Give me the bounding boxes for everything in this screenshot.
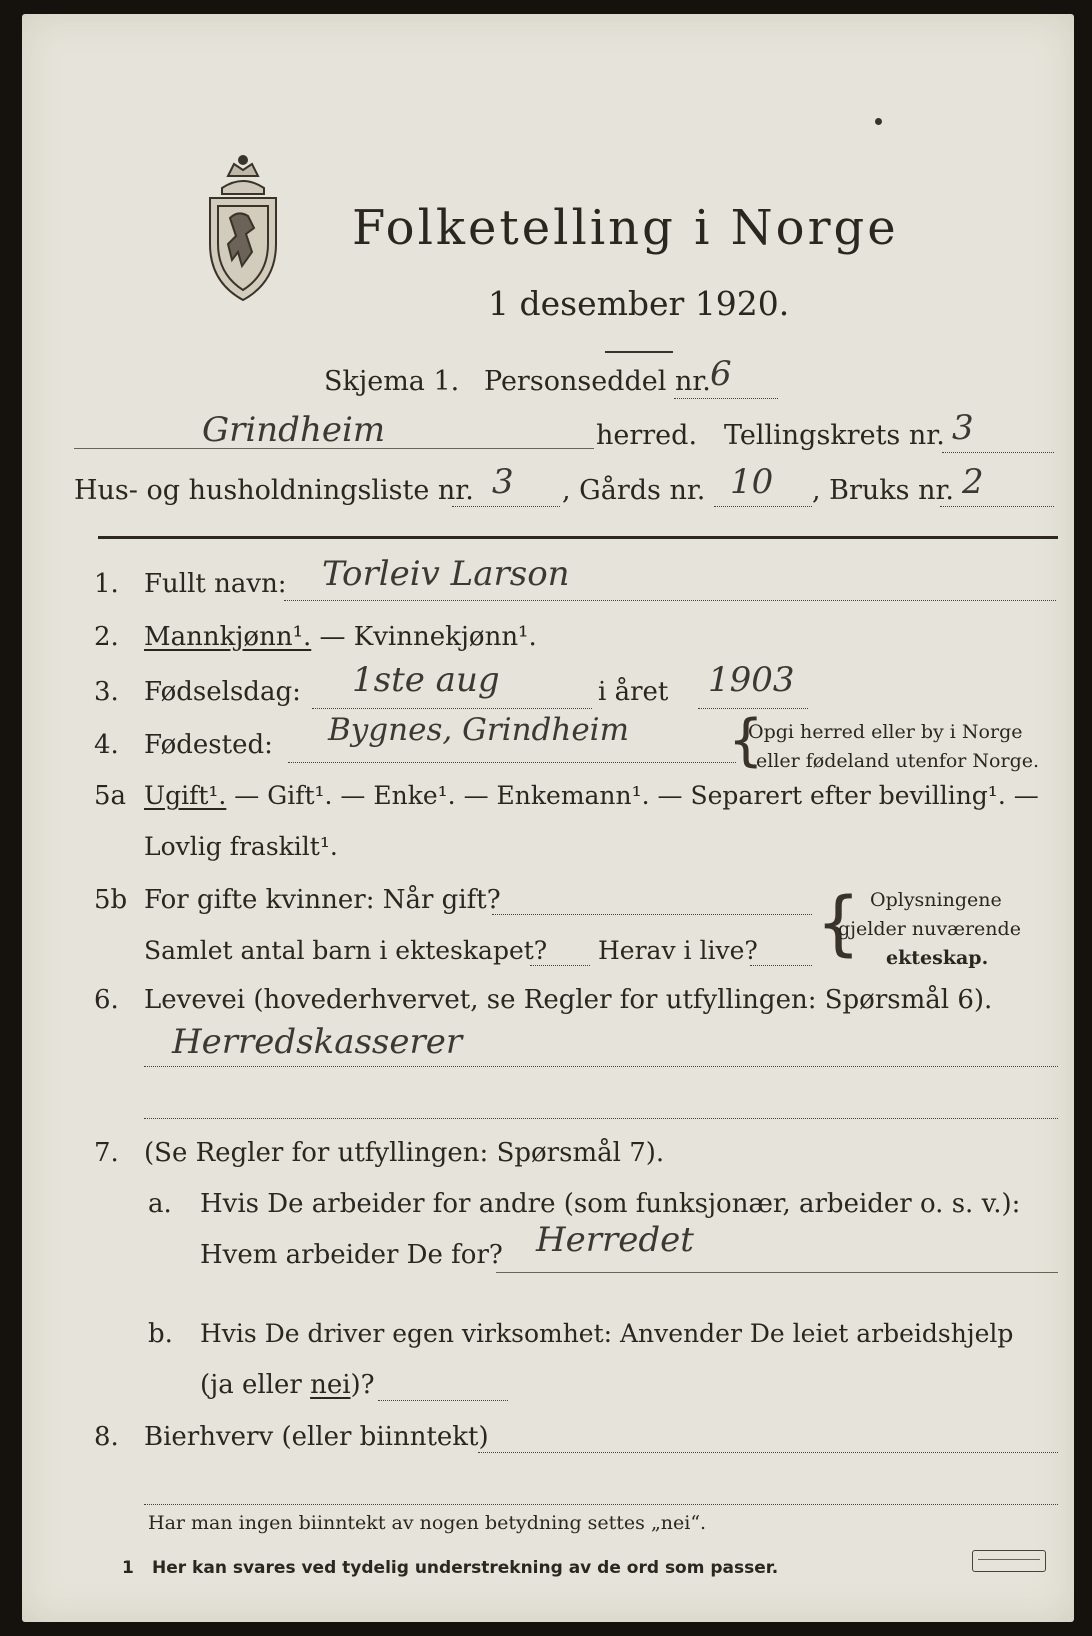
children-alive-label: Herav i live? <box>598 936 758 965</box>
q7a-letter: a. <box>148 1189 172 1219</box>
q4-note-line1: Opgi herred eller by i Norge <box>748 721 1023 743</box>
q5b-brace: { <box>816 882 861 964</box>
q5a-number: 5a <box>94 781 127 811</box>
q5b-note-line1: Oplysningene <box>870 889 1002 911</box>
q8-label: Bierhverv (eller biinntekt) <box>144 1422 489 1452</box>
q5a-marital-options <box>144 781 1039 810</box>
occupation-value[interactable]: Herredskasserer <box>172 1022 463 1062</box>
q5b-note-line3: ekteskap. <box>886 947 989 969</box>
gards-label: , Gårds nr. <box>562 475 706 506</box>
female-option[interactable]: Kvinnekjønn¹. <box>353 622 537 652</box>
schema-label: Skjema 1. <box>324 366 460 397</box>
divorced-option[interactable]: Lovlig fraskilt¹. <box>144 832 338 861</box>
employer-value[interactable]: Herredet <box>536 1220 694 1260</box>
q4-note-line2: eller fødeland utenfor Norge. <box>756 750 1040 772</box>
q2-gender-options <box>144 622 537 652</box>
q7a-line1: Hvis De arbeider for andre (som funksjonær, arbeider o. s. v.): <box>200 1189 1021 1219</box>
q4-number: 4. <box>94 730 119 760</box>
personseddel-label: Personseddel nr. <box>484 366 711 397</box>
q5b-note-line2: gjelder nuværende <box>838 918 1021 940</box>
header-rule <box>98 536 1058 539</box>
gender-separator: — <box>311 622 354 652</box>
unmarried-option[interactable]: Ugift¹. <box>144 781 227 810</box>
q4-brace: { <box>728 708 764 773</box>
side-income-extra-line[interactable] <box>144 1504 1058 1505</box>
no-income-note: Har man ingen biinntekt av nogen betydning settes „nei“. <box>148 1512 707 1534</box>
bruks-label: , Bruks nr. <box>812 475 955 506</box>
q4-label: Fødested: <box>144 730 273 760</box>
q8-number: 8. <box>94 1422 119 1452</box>
footnote-mark: 1 <box>122 1558 134 1578</box>
printer-stamp <box>972 1550 1046 1572</box>
q6-number: 6. <box>94 985 119 1015</box>
q1-label: Fullt navn: <box>144 569 287 599</box>
personseddel-value[interactable]: 6 <box>710 354 732 394</box>
husholdningsliste-value[interactable]: 3 <box>492 462 514 502</box>
form-date: 1 desember 1920. <box>488 284 790 323</box>
q5b-number: 5b <box>94 885 128 915</box>
q5b-label: For gifte kvinner: Når gift? <box>144 885 501 915</box>
q3-label: Fødselsdag: <box>144 677 301 707</box>
q7b-close: )? <box>350 1370 375 1400</box>
gards-value[interactable]: 10 <box>730 462 774 502</box>
norwegian-coat-of-arms-icon <box>198 148 288 308</box>
form-title: Folketelling i Norge <box>352 200 899 256</box>
tellingskrets-value[interactable]: 3 <box>952 408 974 448</box>
side-income-field[interactable] <box>478 1452 1058 1453</box>
herred-value[interactable]: Grindheim <box>202 410 386 450</box>
nei-answer[interactable]: nei <box>310 1370 351 1400</box>
q7b-line2 <box>200 1370 375 1400</box>
q7b-letter: b. <box>148 1319 173 1349</box>
birth-day-value[interactable]: 1ste aug <box>352 660 500 700</box>
title-divider <box>605 351 673 353</box>
ink-speck <box>875 118 882 125</box>
full-name-value[interactable]: Torleiv Larson <box>322 554 570 594</box>
q7b-ja-eller: (ja eller <box>200 1370 311 1400</box>
q3-number: 3. <box>94 677 119 707</box>
q7a-line2: Hvem arbeider De for? <box>200 1240 503 1270</box>
birth-year-label: i året <box>598 677 669 707</box>
birth-year-value[interactable]: 1903 <box>708 660 795 700</box>
q2-number: 2. <box>94 622 119 652</box>
children-count-label: Samlet antal barn i ekteskapet? <box>144 936 548 965</box>
husholdningsliste-label: Hus- og husholdningsliste nr. <box>74 475 474 506</box>
bruks-value[interactable]: 2 <box>962 462 984 502</box>
q1-number: 1. <box>94 569 119 599</box>
other-marital-options[interactable]: — Gift¹. — Enke¹. — Enkemann¹. — Separert efter bevilling¹. — <box>226 781 1039 810</box>
herred-label: herred. <box>596 420 698 451</box>
q7b-line1: Hvis De driver egen virksomhet: Anvender De leiet arbeidshjelp <box>200 1319 1014 1348</box>
q7-number: 7. <box>94 1138 119 1168</box>
male-option[interactable]: Mannkjønn¹. <box>144 622 312 652</box>
census-form-sheet <box>22 14 1074 1622</box>
footnote-text: Her kan svares ved tydelig understrekning av de ord som passer. <box>152 1558 779 1578</box>
birthplace-value[interactable]: Bygnes, Grindheim <box>328 712 629 748</box>
occupation-extra-line[interactable] <box>144 1118 1058 1119</box>
q7-label: (Se Regler for utfyllingen: Spørsmål 7). <box>144 1138 665 1168</box>
q6-label: Levevei (hovederhvervet, se Regler for utfyllingen: Spørsmål 6). <box>144 985 993 1015</box>
tellingskrets-label: Tellingskrets nr. <box>724 420 945 451</box>
